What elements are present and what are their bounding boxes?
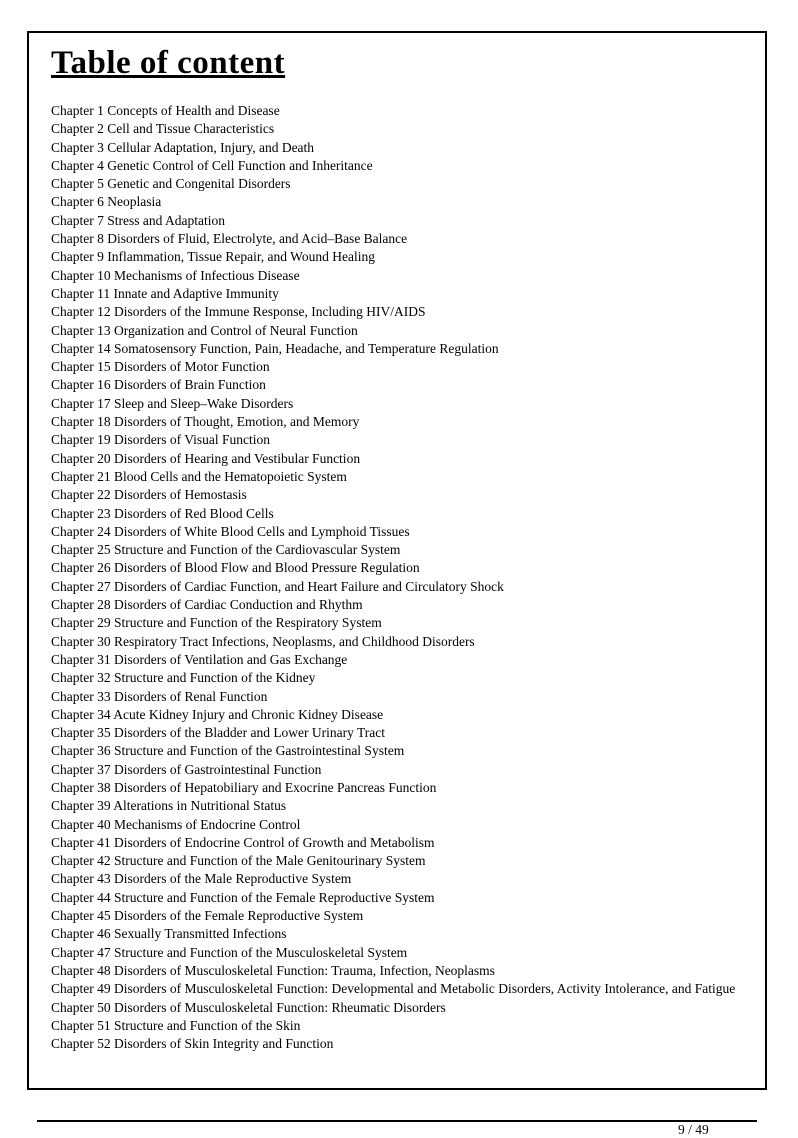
toc-chapter-entry: Chapter 32 Structure and Function of the Kidney: [51, 670, 316, 686]
toc-chapter-entry: Chapter 36 Structure and Function of the Gastrointestinal System: [51, 743, 405, 759]
toc-chapter-entry: Chapter 7 Stress and Adaptation: [51, 212, 225, 228]
toc-chapter-entry: Chapter 26 Disorders of Blood Flow and Blood Pressure Regulation: [51, 560, 420, 576]
toc-chapter-entry: Chapter 9 Inflammation, Tissue Repair, and Wound Healing: [51, 249, 375, 265]
toc-chapter-entry: Chapter 11 Innate and Adaptive Immunity: [51, 285, 279, 301]
toc-chapter-entry: Chapter 4 Genetic Control of Cell Function and Inheritance: [51, 157, 373, 173]
toc-chapter-entry: Chapter 8 Disorders of Fluid, Electrolyte, and Acid–Base Balance: [51, 231, 408, 247]
toc-chapter-entry: Chapter 52 Disorders of Skin Integrity and Function: [51, 1036, 334, 1052]
toc-chapter-entry: Chapter 2 Cell and Tissue Characteristics: [51, 121, 275, 137]
toc-chapter-entry: Chapter 33 Disorders of Renal Function: [51, 688, 268, 704]
toc-chapter-entry: Chapter 22 Disorders of Hemostasis: [51, 487, 247, 503]
toc-chapter-entry: Chapter 28 Disorders of Cardiac Conduction and Rhythm: [51, 597, 363, 613]
toc-chapter-entry: Chapter 1 Concepts of Health and Disease: [51, 103, 280, 118]
toc-chapter-entry: Chapter 46 Sexually Transmitted Infections: [51, 926, 287, 942]
page-number: 9 / 49: [678, 1122, 709, 1137]
toc-chapter-entry: Chapter 45 Disorders of the Female Reproductive System: [51, 908, 364, 924]
toc-chapter-entry: Chapter 42 Structure and Function of the Male Genitourinary System: [51, 853, 426, 869]
toc-chapter-entry: Chapter 47 Structure and Function of the Musculoskeletal System: [51, 944, 408, 960]
toc-chapter-entry: Chapter 27 Disorders of Cardiac Function, and Heart Failure and Circulatory Shock: [51, 578, 504, 594]
toc-chapter-entry: Chapter 24 Disorders of White Blood Cells and Lymphoid Tissues: [51, 523, 410, 539]
toc-chapter-entry: Chapter 20 Disorders of Hearing and Vestibular Function: [51, 450, 361, 466]
footer-divider: [37, 1120, 757, 1122]
toc-chapter-entry: Chapter 16 Disorders of Brain Function: [51, 377, 266, 393]
toc-chapter-entry: Chapter 29 Structure and Function of the Respiratory System: [51, 615, 382, 631]
toc-chapter-entry: Chapter 43 Disorders of the Male Reproductive System: [51, 871, 352, 887]
chapter-list: [51, 102, 743, 1053]
toc-chapter-entry: Chapter 21 Blood Cells and the Hematopoietic System: [51, 468, 347, 484]
toc-chapter-entry: Chapter 44 Structure and Function of the Female Reproductive System: [51, 889, 435, 905]
toc-chapter-entry: Chapter 30 Respiratory Tract Infections, Neoplasms, and Childhood Disorders: [51, 633, 475, 649]
toc-chapter-entry: Chapter 15 Disorders of Motor Function: [51, 359, 270, 375]
toc-chapter-entry: Chapter 6 Neoplasia: [51, 194, 162, 210]
toc-chapter-entry: Chapter 51 Structure and Function of the Skin: [51, 1017, 301, 1033]
toc-page: [27, 31, 767, 1090]
toc-chapter-entry: Chapter 13 Organization and Control of Neural Function: [51, 322, 358, 338]
toc-chapter-entry: Chapter 3 Cellular Adaptation, Injury, and Death: [51, 139, 315, 155]
toc-chapter-entry: Chapter 18 Disorders of Thought, Emotion, and Memory: [51, 414, 360, 430]
toc-chapter-entry: Chapter 48 Disorders of Musculoskeletal Function: Trauma, Infection, Neoplasms: [51, 962, 495, 978]
toc-chapter-entry: Chapter 40 Mechanisms of Endocrine Control: [51, 816, 301, 832]
toc-chapter-entry: Chapter 17 Sleep and Sleep–Wake Disorders: [51, 395, 294, 411]
toc-chapter-entry: Chapter 25 Structure and Function of the Cardiovascular System: [51, 542, 401, 558]
toc-chapter-entry: Chapter 5 Genetic and Congenital Disorders: [51, 176, 291, 192]
toc-chapter-entry: Chapter 41 Disorders of Endocrine Control of Growth and Metabolism: [51, 834, 435, 850]
toc-chapter-entry: Chapter 37 Disorders of Gastrointestinal Function: [51, 761, 322, 777]
toc-chapter-entry: Chapter 34 Acute Kidney Injury and Chronic Kidney Disease: [51, 706, 384, 722]
toc-chapter-entry: Chapter 31 Disorders of Ventilation and Gas Exchange: [51, 651, 348, 667]
toc-chapter-entry: Chapter 39 Alterations in Nutritional Status: [51, 798, 287, 814]
toc-chapter-entry: Chapter 35 Disorders of the Bladder and Lower Urinary Tract: [51, 725, 386, 741]
toc-chapter-entry: Chapter 49 Disorders of Musculoskeletal Function: Developmental and Metabolic Disorders, Activity Intolerance, and Fatigue: [51, 981, 736, 997]
toc-chapter-entry: Chapter 50 Disorders of Musculoskeletal Function: Rheumatic Disorders: [51, 999, 446, 1015]
toc-chapter-entry: Chapter 10 Mechanisms of Infectious Disease: [51, 267, 300, 283]
toc-chapter-entry: Chapter 19 Disorders of Visual Function: [51, 432, 271, 448]
toc-chapter-entry: Chapter 12 Disorders of the Immune Response, Including HIV/AIDS: [51, 304, 426, 320]
toc-chapter-entry: Chapter 38 Disorders of Hepatobiliary and Exocrine Pancreas Function: [51, 779, 437, 795]
toc-chapter-entry: Chapter 23 Disorders of Red Blood Cells: [51, 505, 274, 521]
page-title: Table of content: [51, 45, 286, 81]
toc-chapter-entry: Chapter 14 Somatosensory Function, Pain, Headache, and Temperature Regulation: [51, 340, 499, 356]
